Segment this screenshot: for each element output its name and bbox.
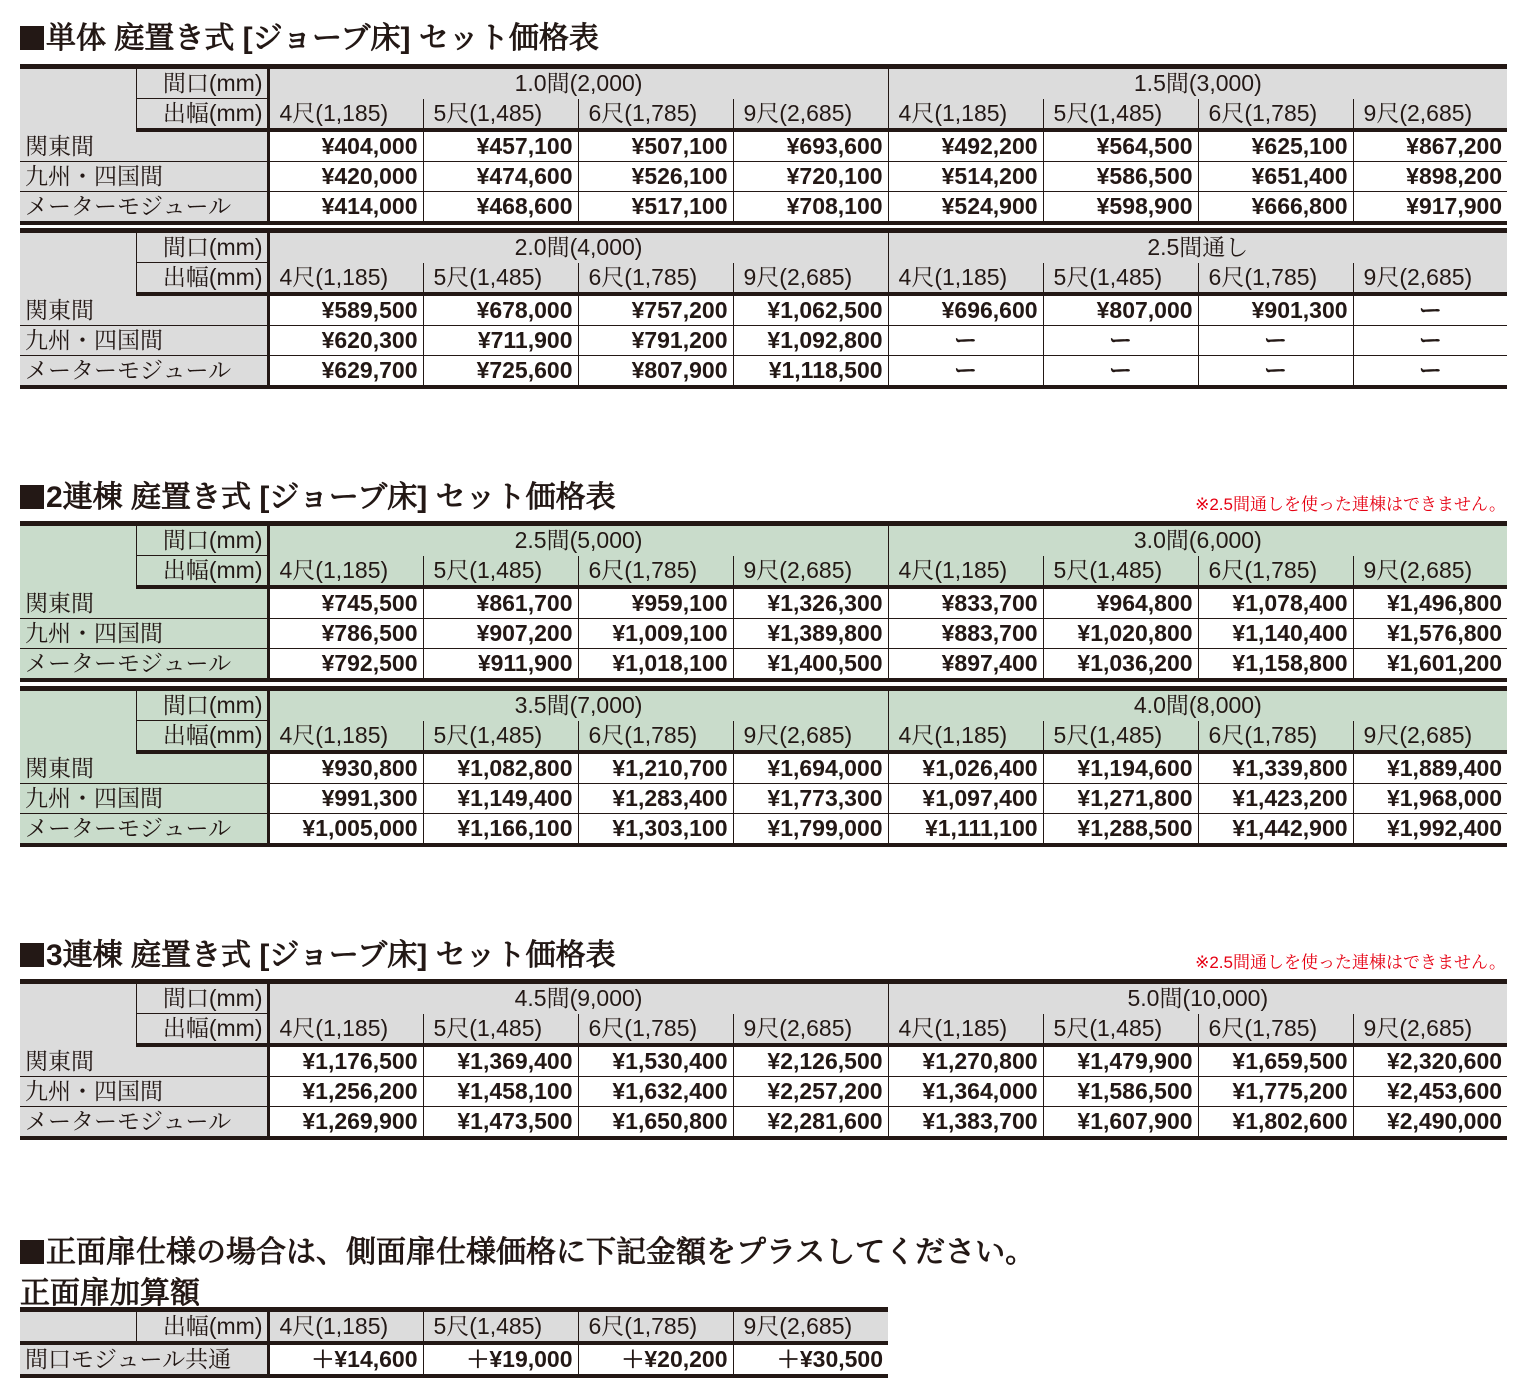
price-cell: ＋¥14,600: [268, 1343, 423, 1376]
price-cell: ー: [888, 356, 1043, 388]
price-cell: ¥492,200: [888, 130, 1043, 162]
price-cell: ¥711,900: [423, 326, 578, 356]
depth-col-9: 9尺(2,685): [733, 1310, 888, 1344]
maguchi-label: 間口(mm): [136, 524, 268, 556]
price-cell: ¥625,100: [1198, 130, 1353, 162]
header-row-depth: [20, 263, 1507, 295]
price-cell: ¥807,000: [1043, 294, 1198, 326]
width-group-header: 4.0間(8,000): [888, 689, 1507, 721]
table-row: [20, 162, 1507, 192]
corner-cell: [20, 231, 136, 295]
price-cell: ¥786,500: [268, 619, 423, 649]
price-cell: ¥1,479,900: [1043, 1045, 1198, 1077]
price-cell: ¥959,100: [578, 587, 733, 619]
maguchi-label: 間口(mm): [136, 67, 268, 99]
maguchi-label: 間口(mm): [136, 689, 268, 721]
depth-col-header: 9尺(2,685): [733, 1014, 888, 1046]
row-label: 九州・四国間: [20, 162, 268, 192]
price-cell: ¥1,194,600: [1043, 752, 1198, 784]
price-cell: ¥2,453,600: [1353, 1077, 1507, 1107]
price-cell: ¥1,158,800: [1198, 649, 1353, 681]
width-group-header: 1.0間(2,000): [268, 67, 888, 99]
dehaba-label: 出幅(mm): [136, 1014, 268, 1046]
price-cell: ¥651,400: [1198, 162, 1353, 192]
price-cell: ¥1,176,500: [268, 1045, 423, 1077]
price-cell: ¥2,257,200: [733, 1077, 888, 1107]
price-cell: ¥629,700: [268, 356, 423, 388]
row-label: 九州・四国間: [20, 326, 268, 356]
table-row: [20, 784, 1507, 814]
depth-col-header: 9尺(2,685): [1353, 99, 1507, 131]
dehaba-label: 出幅(mm): [136, 263, 268, 295]
table-row: [20, 1107, 1507, 1139]
depth-col-header: 5尺(1,485): [423, 556, 578, 588]
price-cell: ー: [1353, 326, 1507, 356]
depth-col-header: 6尺(1,785): [1198, 1014, 1353, 1046]
price-table: [20, 64, 1507, 225]
header-row-width: [20, 67, 1507, 99]
depth-col-header: 5尺(1,485): [423, 99, 578, 131]
price-cell: ¥917,900: [1353, 192, 1507, 224]
table-row: [20, 294, 1507, 326]
depth-col-header: 5尺(1,485): [423, 721, 578, 753]
price-cell: ¥1,576,800: [1353, 619, 1507, 649]
price-cell: ¥1,270,800: [888, 1045, 1043, 1077]
dehaba-label: 出幅(mm): [136, 1310, 268, 1344]
price-cell: ¥696,600: [888, 294, 1043, 326]
price-cell: ¥1,423,200: [1198, 784, 1353, 814]
price-cell: ー: [1353, 294, 1507, 326]
price-cell: ¥898,200: [1353, 162, 1507, 192]
price-cell: ¥1,271,800: [1043, 784, 1198, 814]
price-cell: ¥526,100: [578, 162, 733, 192]
price-cell: ¥867,200: [1353, 130, 1507, 162]
price-cell: ¥1,364,000: [888, 1077, 1043, 1107]
price-cell: ー: [1198, 326, 1353, 356]
price-cell: ¥1,992,400: [1353, 814, 1507, 846]
price-table: [20, 979, 1507, 1140]
front-door-title-text: 正面扉仕様の場合は、側面扉仕様価格に下記金額をプラスしてください。: [46, 1236, 1036, 1269]
price-cell: ¥792,500: [268, 649, 423, 681]
price-cell: ¥1,889,400: [1353, 752, 1507, 784]
front-door-subtitle: 正面扉加算額: [20, 1277, 200, 1310]
price-cell: ¥708,100: [733, 192, 888, 224]
depth-col-header: 9尺(2,685): [733, 99, 888, 131]
price-cell: ¥1,586,500: [1043, 1077, 1198, 1107]
price-cell: ¥1,694,000: [733, 752, 888, 784]
header-row-width: [20, 689, 1507, 721]
depth-col-header: 9尺(2,685): [1353, 1014, 1507, 1046]
price-cell: ¥1,166,100: [423, 814, 578, 846]
price-cell: ¥1,062,500: [733, 294, 888, 326]
price-cell: ¥666,800: [1198, 192, 1353, 224]
price-cell: ¥507,100: [578, 130, 733, 162]
price-cell: ¥1,092,800: [733, 326, 888, 356]
single-title-text: 単体 庭置き式 [ジョーブ床] セット価格表: [46, 22, 599, 55]
price-cell: ¥1,968,000: [1353, 784, 1507, 814]
depth-col-header: 9尺(2,685): [1353, 721, 1507, 753]
price-cell: ¥745,500: [268, 587, 423, 619]
width-group-header: 1.5間(3,000): [888, 67, 1507, 99]
price-cell: ¥1,269,900: [268, 1107, 423, 1139]
price-cell: ¥598,900: [1043, 192, 1198, 224]
row-label: 九州・四国間: [20, 619, 268, 649]
dehaba-label: 出幅(mm): [136, 99, 268, 131]
table-row: [20, 649, 1507, 681]
price-cell: ¥720,100: [733, 162, 888, 192]
price-cell: ¥589,500: [268, 294, 423, 326]
price-cell: ¥901,300: [1198, 294, 1353, 326]
price-cell: ¥1,473,500: [423, 1107, 578, 1139]
square-bullet-icon: [20, 943, 44, 967]
price-cell: ¥1,140,400: [1198, 619, 1353, 649]
corner-cell: [20, 67, 136, 131]
price-cell: ー: [1198, 356, 1353, 388]
table-row: [20, 356, 1507, 388]
row-label: 関東間: [20, 752, 268, 784]
table-row: [20, 1077, 1507, 1107]
width-group-header: 4.5間(9,000): [268, 982, 888, 1014]
price-cell: ¥1,389,800: [733, 619, 888, 649]
depth-col-header: 6尺(1,785): [578, 263, 733, 295]
dehaba-label: 出幅(mm): [136, 556, 268, 588]
price-cell: ¥1,458,100: [423, 1077, 578, 1107]
corner-cell: [20, 689, 136, 753]
price-cell: ¥457,100: [423, 130, 578, 162]
price-cell: ¥1,005,000: [268, 814, 423, 846]
price-cell: ¥514,200: [888, 162, 1043, 192]
price-cell: ¥1,036,200: [1043, 649, 1198, 681]
depth-col-header: 6尺(1,785): [1198, 263, 1353, 295]
price-cell: ¥1,799,000: [733, 814, 888, 846]
price-cell: ¥1,659,500: [1198, 1045, 1353, 1077]
price-cell: ¥1,442,900: [1198, 814, 1353, 846]
corner-cell: [20, 524, 136, 588]
depth-col-header: 5尺(1,485): [1043, 99, 1198, 131]
header-row-depth: [20, 721, 1507, 753]
width-group-header: 5.0間(10,000): [888, 982, 1507, 1014]
price-cell: ¥1,601,200: [1353, 649, 1507, 681]
header-row: [20, 1310, 888, 1344]
table-row: [20, 814, 1507, 846]
row-label: 間口モジュール共通: [20, 1343, 268, 1376]
price-cell: ¥791,200: [578, 326, 733, 356]
double-section-title: [20, 481, 616, 515]
depth-col-4: 4尺(1,185): [268, 1310, 423, 1344]
depth-col-header: 6尺(1,785): [578, 1014, 733, 1046]
row-label: 九州・四国間: [20, 1077, 268, 1107]
price-cell: ¥678,000: [423, 294, 578, 326]
price-cell: ¥964,800: [1043, 587, 1198, 619]
price-cell: ー: [888, 326, 1043, 356]
table-row: [20, 192, 1507, 224]
price-table: [20, 686, 1507, 847]
row-label: メーターモジュール: [20, 814, 268, 846]
price-cell: ¥1,326,300: [733, 587, 888, 619]
depth-col-header: 6尺(1,785): [1198, 556, 1353, 588]
price-cell: ¥564,500: [1043, 130, 1198, 162]
price-cell: ¥2,490,000: [1353, 1107, 1507, 1139]
depth-col-header: 5尺(1,485): [423, 263, 578, 295]
price-cell: ¥474,600: [423, 162, 578, 192]
table-row: [20, 619, 1507, 649]
depth-col-header: 5尺(1,485): [1043, 263, 1198, 295]
price-cell: ¥1,283,400: [578, 784, 733, 814]
price-cell: ¥907,200: [423, 619, 578, 649]
table-row: [20, 752, 1507, 784]
price-cell: ¥1,775,200: [1198, 1077, 1353, 1107]
table-row: [20, 326, 1507, 356]
table-row: [20, 130, 1507, 162]
depth-col-header: 4尺(1,185): [268, 1014, 423, 1046]
price-cell: ¥757,200: [578, 294, 733, 326]
price-cell: ¥1,288,500: [1043, 814, 1198, 846]
price-cell: ¥2,320,600: [1353, 1045, 1507, 1077]
depth-col-header: 4尺(1,185): [268, 556, 423, 588]
price-cell: ¥404,000: [268, 130, 423, 162]
depth-col-header: 4尺(1,185): [888, 721, 1043, 753]
price-cell: ¥414,000: [268, 192, 423, 224]
price-cell: ¥1,256,200: [268, 1077, 423, 1107]
row-label: メーターモジュール: [20, 192, 268, 224]
depth-col-header: 4尺(1,185): [888, 99, 1043, 131]
price-cell: ¥1,530,400: [578, 1045, 733, 1077]
triple-section-title: [20, 939, 616, 973]
row-label: 関東間: [20, 294, 268, 326]
depth-col-header: 6尺(1,785): [578, 99, 733, 131]
width-group-header: 3.0間(6,000): [888, 524, 1507, 556]
corner-cell: [20, 982, 136, 1046]
price-cell: ¥1,018,100: [578, 649, 733, 681]
price-cell: ＋¥30,500: [733, 1343, 888, 1376]
price-cell: ¥1,773,300: [733, 784, 888, 814]
width-group-header: 2.5間(5,000): [268, 524, 888, 556]
row-label: 関東間: [20, 1045, 268, 1077]
depth-col-header: 5尺(1,485): [1043, 721, 1198, 753]
depth-col-header: 9尺(2,685): [733, 263, 888, 295]
depth-col-header: 5尺(1,485): [1043, 556, 1198, 588]
depth-col-header: 6尺(1,785): [1198, 99, 1353, 131]
price-cell: ¥1,082,800: [423, 752, 578, 784]
depth-col-header: 9尺(2,685): [733, 556, 888, 588]
row-label: 九州・四国間: [20, 784, 268, 814]
depth-col-6: 6尺(1,785): [578, 1310, 733, 1344]
depth-col-header: 6尺(1,785): [578, 721, 733, 753]
depth-col-header: 9尺(2,685): [1353, 263, 1507, 295]
depth-col-header: 6尺(1,785): [578, 556, 733, 588]
table-row: [20, 1045, 1507, 1077]
triple-title-text: 3連棟 庭置き式 [ジョーブ床] セット価格表: [46, 939, 616, 972]
row-label: メーターモジュール: [20, 1107, 268, 1139]
price-cell: ¥1,303,100: [578, 814, 733, 846]
price-cell: ＋¥20,200: [578, 1343, 733, 1376]
header-row-width: [20, 524, 1507, 556]
square-bullet-icon: [20, 1240, 44, 1264]
price-cell: ¥517,100: [578, 192, 733, 224]
depth-col-header: 6尺(1,785): [1198, 721, 1353, 753]
price-cell: ¥420,000: [268, 162, 423, 192]
maguchi-label: 間口(mm): [136, 982, 268, 1014]
price-cell: ¥883,700: [888, 619, 1043, 649]
depth-col-header: 4尺(1,185): [888, 556, 1043, 588]
triple-note: ※2.5間通しを使った連棟はできません。: [1195, 953, 1506, 972]
price-cell: ¥468,600: [423, 192, 578, 224]
price-cell: ¥1,009,100: [578, 619, 733, 649]
price-table: [20, 521, 1507, 682]
corner-cell: [20, 1310, 136, 1344]
price-cell: ¥1,097,400: [888, 784, 1043, 814]
price-cell: ¥620,300: [268, 326, 423, 356]
depth-col-header: 4尺(1,185): [888, 263, 1043, 295]
width-group-header: 2.0間(4,000): [268, 231, 888, 263]
maguchi-label: 間口(mm): [136, 231, 268, 263]
dehaba-label: 出幅(mm): [136, 721, 268, 753]
price-cell: ¥1,339,800: [1198, 752, 1353, 784]
price-cell: ¥586,500: [1043, 162, 1198, 192]
price-cell: ¥911,900: [423, 649, 578, 681]
header-row-width: [20, 982, 1507, 1014]
square-bullet-icon: [20, 485, 44, 509]
width-group-header: 2.5間通し: [888, 231, 1507, 263]
price-cell: ¥991,300: [268, 784, 423, 814]
table-row: [20, 1343, 888, 1376]
depth-col-header: 5尺(1,485): [1043, 1014, 1198, 1046]
header-row-depth: [20, 99, 1507, 131]
price-cell: ¥2,281,600: [733, 1107, 888, 1139]
front-door-title: [20, 1236, 1035, 1270]
double-note: ※2.5間通しを使った連棟はできません。: [1195, 495, 1506, 514]
depth-col-header: 9尺(2,685): [733, 721, 888, 753]
depth-col-header: 4尺(1,185): [268, 99, 423, 131]
price-cell: ¥807,900: [578, 356, 733, 388]
price-cell: ＋¥19,000: [423, 1343, 578, 1376]
price-cell: ¥861,700: [423, 587, 578, 619]
price-cell: ¥1,383,700: [888, 1107, 1043, 1139]
depth-col-header: 9尺(2,685): [1353, 556, 1507, 588]
price-cell: ¥1,496,800: [1353, 587, 1507, 619]
price-cell: ¥1,020,800: [1043, 619, 1198, 649]
price-cell: ¥725,600: [423, 356, 578, 388]
single-section-title: [20, 22, 599, 56]
price-table: [20, 228, 1507, 389]
price-cell: ¥1,111,100: [888, 814, 1043, 846]
row-label: 関東間: [20, 587, 268, 619]
row-label: メーターモジュール: [20, 356, 268, 388]
price-cell: ¥1,650,800: [578, 1107, 733, 1139]
depth-col-header: 5尺(1,485): [423, 1014, 578, 1046]
header-row-depth: [20, 556, 1507, 588]
row-label: 関東間: [20, 130, 268, 162]
double-title-text: 2連棟 庭置き式 [ジョーブ床] セット価格表: [46, 481, 616, 514]
square-bullet-icon: [20, 26, 44, 50]
table-row: [20, 587, 1507, 619]
depth-col-header: 4尺(1,185): [268, 263, 423, 295]
price-cell: ー: [1043, 326, 1198, 356]
header-row-width: [20, 231, 1507, 263]
depth-col-5: 5尺(1,485): [423, 1310, 578, 1344]
price-cell: ¥693,600: [733, 130, 888, 162]
header-row-depth: [20, 1014, 1507, 1046]
price-cell: ¥1,210,700: [578, 752, 733, 784]
price-cell: ¥1,078,400: [1198, 587, 1353, 619]
price-cell: ¥1,607,900: [1043, 1107, 1198, 1139]
price-cell: ¥897,400: [888, 649, 1043, 681]
price-cell: ¥1,400,500: [733, 649, 888, 681]
depth-col-header: 4尺(1,185): [888, 1014, 1043, 1046]
depth-col-header: 4尺(1,185): [268, 721, 423, 753]
front-door-table: [20, 1307, 888, 1378]
price-cell: ¥1,118,500: [733, 356, 888, 388]
price-cell: ¥930,800: [268, 752, 423, 784]
price-cell: ¥1,802,600: [1198, 1107, 1353, 1139]
width-group-header: 3.5間(7,000): [268, 689, 888, 721]
row-label: メーターモジュール: [20, 649, 268, 681]
price-cell: ¥1,149,400: [423, 784, 578, 814]
price-cell: ¥1,632,400: [578, 1077, 733, 1107]
price-cell: ー: [1353, 356, 1507, 388]
price-cell: ¥524,900: [888, 192, 1043, 224]
price-cell: ¥2,126,500: [733, 1045, 888, 1077]
price-cell: ¥833,700: [888, 587, 1043, 619]
price-cell: ¥1,026,400: [888, 752, 1043, 784]
price-cell: ¥1,369,400: [423, 1045, 578, 1077]
price-cell: ー: [1043, 356, 1198, 388]
